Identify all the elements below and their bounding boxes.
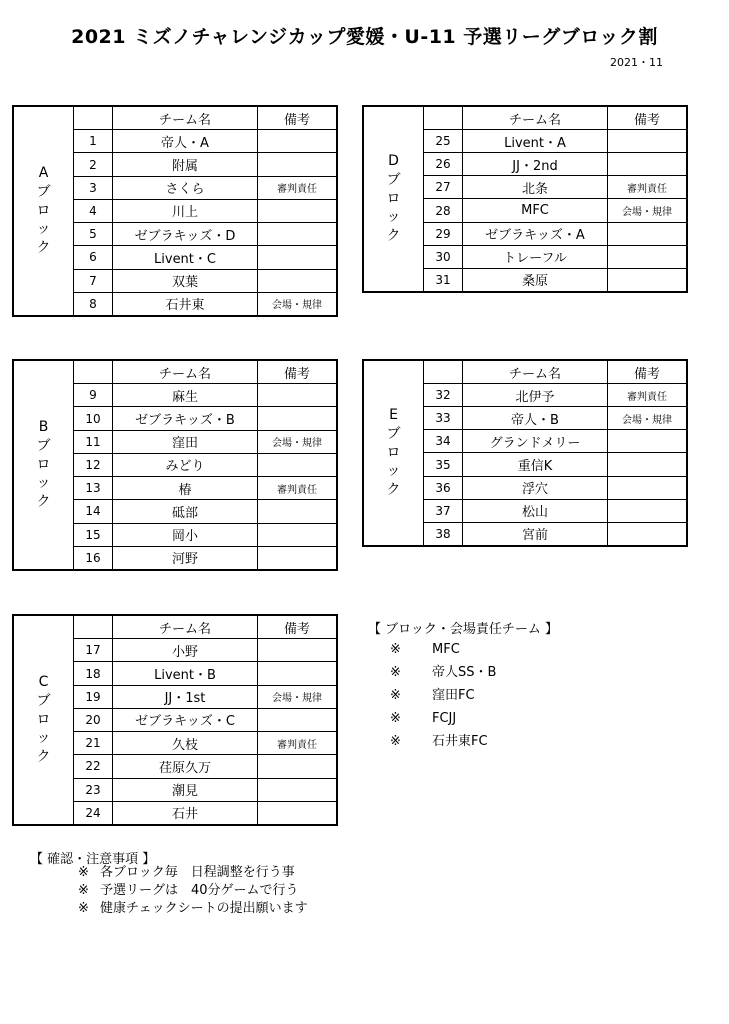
notes-title: 【 確認・注意事項 】	[30, 852, 156, 867]
team-note: 会場・規律	[608, 199, 687, 222]
table-row	[74, 708, 336, 731]
team-note	[258, 500, 337, 523]
block-e-table	[362, 359, 688, 547]
team-table	[424, 107, 686, 291]
team-name: MFC	[463, 199, 608, 222]
team-number: 38	[424, 522, 463, 545]
table-row	[74, 199, 336, 222]
team-note	[258, 407, 337, 430]
note-text: 健康チェックシートの提出願います	[100, 901, 308, 916]
team-note	[608, 522, 687, 545]
block-label	[14, 616, 74, 824]
number-header	[74, 616, 113, 639]
team-number: 19	[74, 685, 113, 708]
reference-mark: ※	[390, 711, 401, 726]
notes-list	[78, 864, 308, 918]
note-header: 備考	[258, 107, 337, 130]
table-row	[74, 384, 336, 407]
number-header	[424, 361, 463, 384]
block-a-table	[12, 105, 338, 317]
team-note	[608, 245, 687, 268]
block-label	[364, 361, 424, 545]
team-note: 審判責任	[608, 176, 687, 199]
responsible-teams-title: 【 ブロック・会場責任チーム 】	[368, 622, 559, 637]
team-name-header: チーム名	[113, 616, 258, 639]
team-name: さくら	[113, 176, 258, 199]
table-header-row	[74, 361, 336, 384]
team-name: 帝人・B	[463, 407, 608, 430]
note-header: 備考	[608, 107, 687, 130]
team-number: 33	[424, 407, 463, 430]
team-number: 34	[424, 430, 463, 453]
table-row	[74, 755, 336, 778]
table-row	[74, 176, 336, 199]
team-note	[608, 153, 687, 176]
reference-mark: ※	[390, 665, 401, 680]
table-row	[424, 453, 686, 476]
team-name: トレーフル	[463, 245, 608, 268]
block-label	[364, 107, 424, 291]
block-label-text: Eブロック	[386, 406, 401, 499]
team-name: Livent・A	[463, 130, 608, 153]
team-note	[258, 639, 337, 662]
table-header-row	[74, 107, 336, 130]
team-table	[74, 107, 336, 315]
team-number: 15	[74, 523, 113, 546]
responsible-team: MFC	[432, 642, 460, 657]
table-row	[424, 430, 686, 453]
table-row	[424, 153, 686, 176]
team-name-header: チーム名	[463, 361, 608, 384]
team-note: 会場・規律	[258, 292, 337, 315]
block-b-table	[12, 359, 338, 571]
team-number: 9	[74, 384, 113, 407]
team-note	[258, 755, 337, 778]
team-note	[258, 384, 337, 407]
team-note	[258, 546, 337, 569]
team-name: 河野	[113, 546, 258, 569]
team-name: 窪田	[113, 430, 258, 453]
list-item	[78, 864, 308, 882]
team-number: 29	[424, 222, 463, 245]
table-row	[74, 430, 336, 453]
team-note	[608, 268, 687, 291]
table-row	[424, 384, 686, 407]
team-note	[258, 662, 337, 685]
team-note	[608, 499, 687, 522]
number-header	[424, 107, 463, 130]
team-note	[258, 523, 337, 546]
document-date: 2021・11	[610, 56, 663, 69]
team-number: 11	[74, 430, 113, 453]
team-note	[258, 778, 337, 801]
table-header-row	[74, 616, 336, 639]
team-name: JJ・1st	[113, 685, 258, 708]
table-row	[424, 522, 686, 545]
team-name: Livent・C	[113, 246, 258, 269]
table-row	[74, 801, 336, 824]
table-row	[74, 546, 336, 569]
table-header-row	[424, 361, 686, 384]
team-number: 13	[74, 477, 113, 500]
team-name: 潮見	[113, 778, 258, 801]
table-row	[74, 778, 336, 801]
block-label-text: Bブロック	[36, 418, 51, 511]
team-table	[424, 361, 686, 545]
table-row	[424, 199, 686, 222]
reference-mark: ※	[390, 642, 401, 657]
team-note: 会場・規律	[608, 407, 687, 430]
block-label-text: Cブロック	[36, 673, 51, 766]
team-number: 12	[74, 453, 113, 476]
team-number: 31	[424, 268, 463, 291]
block-label-text: Aブロック	[36, 164, 51, 257]
team-name: JJ・2nd	[463, 153, 608, 176]
team-name-header: チーム名	[113, 361, 258, 384]
team-note	[258, 801, 337, 824]
team-name: ゼブラキッズ・C	[113, 708, 258, 731]
team-number: 8	[74, 292, 113, 315]
table-row	[74, 246, 336, 269]
team-table	[74, 616, 336, 824]
team-number: 36	[424, 476, 463, 499]
team-name: 重信K	[463, 453, 608, 476]
team-note: 審判責任	[258, 732, 337, 755]
team-name: ゼブラキッズ・D	[113, 223, 258, 246]
team-name: 久枝	[113, 732, 258, 755]
table-row	[74, 130, 336, 153]
note-text: 予選リーグは 40分ゲームで行う	[100, 883, 299, 898]
team-name: 北伊予	[463, 384, 608, 407]
note-text: 各ブロック毎 日程調整を行う事	[100, 865, 295, 880]
team-number: 17	[74, 639, 113, 662]
list-item	[78, 900, 308, 918]
responsible-team: 窪田FC	[432, 688, 475, 703]
team-name: 桑原	[463, 268, 608, 291]
team-number: 25	[424, 130, 463, 153]
team-number: 27	[424, 176, 463, 199]
team-table	[74, 361, 336, 569]
team-name: 帝人・A	[113, 130, 258, 153]
team-note	[258, 708, 337, 731]
team-number: 30	[424, 245, 463, 268]
table-row	[74, 407, 336, 430]
table-row	[424, 222, 686, 245]
table-row	[424, 407, 686, 430]
reference-mark: ※	[390, 734, 401, 749]
table-row	[424, 245, 686, 268]
team-number: 28	[424, 199, 463, 222]
table-row	[424, 176, 686, 199]
team-note	[608, 476, 687, 499]
team-name: 荏原久万	[113, 755, 258, 778]
note-header: 備考	[608, 361, 687, 384]
responsible-teams-list	[390, 638, 496, 753]
number-header	[74, 107, 113, 130]
block-c-table	[12, 614, 338, 826]
team-number: 24	[74, 801, 113, 824]
table-row	[74, 639, 336, 662]
note-header: 備考	[258, 616, 337, 639]
team-number: 23	[74, 778, 113, 801]
team-note	[608, 453, 687, 476]
responsible-team: 石井東FC	[432, 734, 488, 749]
table-row	[74, 523, 336, 546]
team-name: 松山	[463, 499, 608, 522]
team-note	[258, 130, 337, 153]
reference-mark: ※	[78, 901, 89, 916]
table-row	[74, 153, 336, 176]
number-header	[74, 361, 113, 384]
team-note	[258, 269, 337, 292]
table-row	[74, 662, 336, 685]
team-note	[258, 246, 337, 269]
team-note	[608, 222, 687, 245]
table-row	[424, 130, 686, 153]
table-row	[74, 453, 336, 476]
team-number: 7	[74, 269, 113, 292]
team-name: グランドメリー	[463, 430, 608, 453]
responsible-team: 帝人SS・B	[432, 665, 497, 680]
team-number: 5	[74, 223, 113, 246]
team-note	[258, 453, 337, 476]
page-title: 2021 ミズノチャレンジカップ愛媛・U-11 予選リーグブロック割	[71, 26, 658, 48]
team-name-header: チーム名	[113, 107, 258, 130]
team-number: 4	[74, 199, 113, 222]
table-row	[74, 500, 336, 523]
list-item	[390, 684, 496, 707]
team-name: 宮前	[463, 522, 608, 545]
team-note: 審判責任	[258, 477, 337, 500]
team-name: 浮穴	[463, 476, 608, 499]
team-number: 22	[74, 755, 113, 778]
table-row	[424, 476, 686, 499]
table-row	[74, 292, 336, 315]
list-item	[390, 638, 496, 661]
reference-mark: ※	[390, 688, 401, 703]
team-name: 小野	[113, 639, 258, 662]
team-number: 1	[74, 130, 113, 153]
block-d-table	[362, 105, 688, 293]
team-name: Livent・B	[113, 662, 258, 685]
team-number: 18	[74, 662, 113, 685]
team-number: 26	[424, 153, 463, 176]
team-name: みどり	[113, 453, 258, 476]
list-item	[78, 882, 308, 900]
team-note	[258, 223, 337, 246]
team-number: 10	[74, 407, 113, 430]
team-name: ゼブラキッズ・B	[113, 407, 258, 430]
team-note	[258, 199, 337, 222]
list-item	[390, 707, 496, 730]
team-number: 3	[74, 176, 113, 199]
team-number: 35	[424, 453, 463, 476]
block-label	[14, 107, 74, 315]
team-name: 北条	[463, 176, 608, 199]
reference-mark: ※	[78, 883, 89, 898]
team-name: 石井東	[113, 292, 258, 315]
team-name: 双葉	[113, 269, 258, 292]
table-row	[74, 732, 336, 755]
team-name: 附属	[113, 153, 258, 176]
team-note: 会場・規律	[258, 685, 337, 708]
team-note: 審判責任	[608, 384, 687, 407]
team-note: 会場・規律	[258, 430, 337, 453]
team-name: 石井	[113, 801, 258, 824]
team-note	[608, 130, 687, 153]
team-name: 川上	[113, 199, 258, 222]
team-number: 21	[74, 732, 113, 755]
table-row	[424, 268, 686, 291]
list-item	[390, 661, 496, 684]
team-name: ゼブラキッズ・A	[463, 222, 608, 245]
team-number: 2	[74, 153, 113, 176]
team-number: 16	[74, 546, 113, 569]
reference-mark: ※	[78, 865, 89, 880]
team-number: 20	[74, 708, 113, 731]
table-row	[74, 269, 336, 292]
list-item	[390, 730, 496, 753]
table-row	[74, 685, 336, 708]
team-name: 砥部	[113, 500, 258, 523]
team-name: 椿	[113, 477, 258, 500]
note-header: 備考	[258, 361, 337, 384]
team-note: 審判責任	[258, 176, 337, 199]
team-note	[608, 430, 687, 453]
table-row	[74, 477, 336, 500]
team-name: 麻生	[113, 384, 258, 407]
block-label	[14, 361, 74, 569]
responsible-team: FCJJ	[432, 711, 457, 726]
table-row	[74, 223, 336, 246]
table-row	[424, 499, 686, 522]
team-number: 14	[74, 500, 113, 523]
block-label-text: Dブロック	[386, 152, 401, 245]
team-name: 岡小	[113, 523, 258, 546]
team-name-header: チーム名	[463, 107, 608, 130]
team-number: 32	[424, 384, 463, 407]
table-header-row	[424, 107, 686, 130]
team-note	[258, 153, 337, 176]
team-number: 6	[74, 246, 113, 269]
team-number: 37	[424, 499, 463, 522]
